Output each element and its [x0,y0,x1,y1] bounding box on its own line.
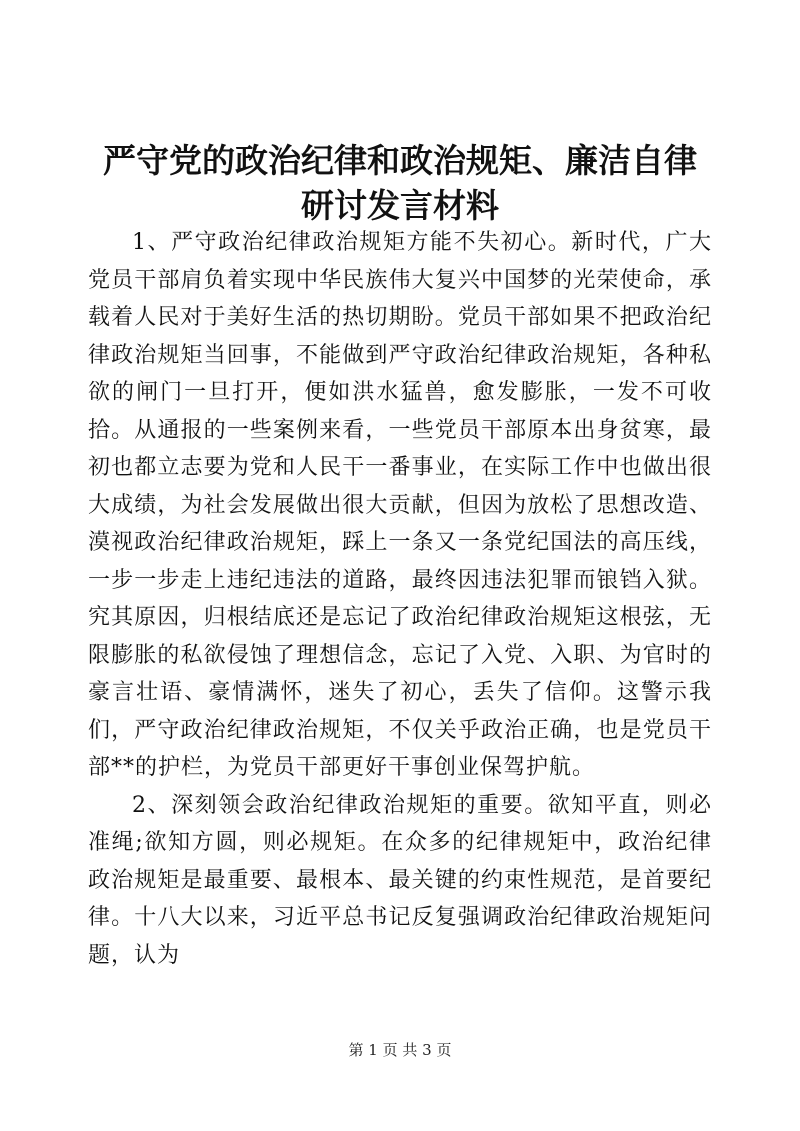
document-body [88,224,712,974]
paragraph-2: 2、深刻领会政治纪律政治规矩的重要。欲知平直，则必准绳;欲知方圆，则必规矩。在众多的纪律规矩中，政治纪律政治规矩是最重要、最根本、最关键的约束性规范，是首要纪律。十八大以来，习近平总书记反复强调政治纪律政治规矩问题，认为 [88,792,712,968]
paragraph-1: 1、严守政治纪律政治规矩方能不失初心。新时代，广大党员干部肩负着实现中华民族伟大复兴中国梦的光荣使命，承载着人民对于美好生活的热切期盼。党员干部如果不把政治纪律政治规矩当回事，不能做到严守政治纪律政治规矩，各种私欲的闸门一旦打开，便如洪水猛兽，愈发膨胀，一发不可收拾。从通报的一些案例来看，一些党员干部原本出身贫寒，最初也都立志要为党和人民干一番事业，在实际工作中也做出很大成绩，为社会发展做出很大贡献，但因为放松了思想改造、漠视政治纪律政治规矩，踩上一条又一条党纪国法的高压线，一步一步走上违纪违法的道路，最终因违法犯罪而锒铛入狱。究其原因，归根结底还是忘记了政治纪律政治规矩这根弦，无限膨胀的私欲侵蚀了理想信念，忘记了入党、入职、为官时的豪言壮语、豪情满怀，迷失了初心，丢失了信仰。这警示我们，严守政治纪律政治规矩，不仅关乎政治正确，也是党员干部**的护栏，为党员干部更好干事创业保驾护航。 [88,230,712,780]
page-footer: 第 1 页 共 3 页 [348,1041,452,1059]
document-title: 严守党的政治纪律和政治规矩、廉洁自律研讨发言材料 [103,141,697,225]
